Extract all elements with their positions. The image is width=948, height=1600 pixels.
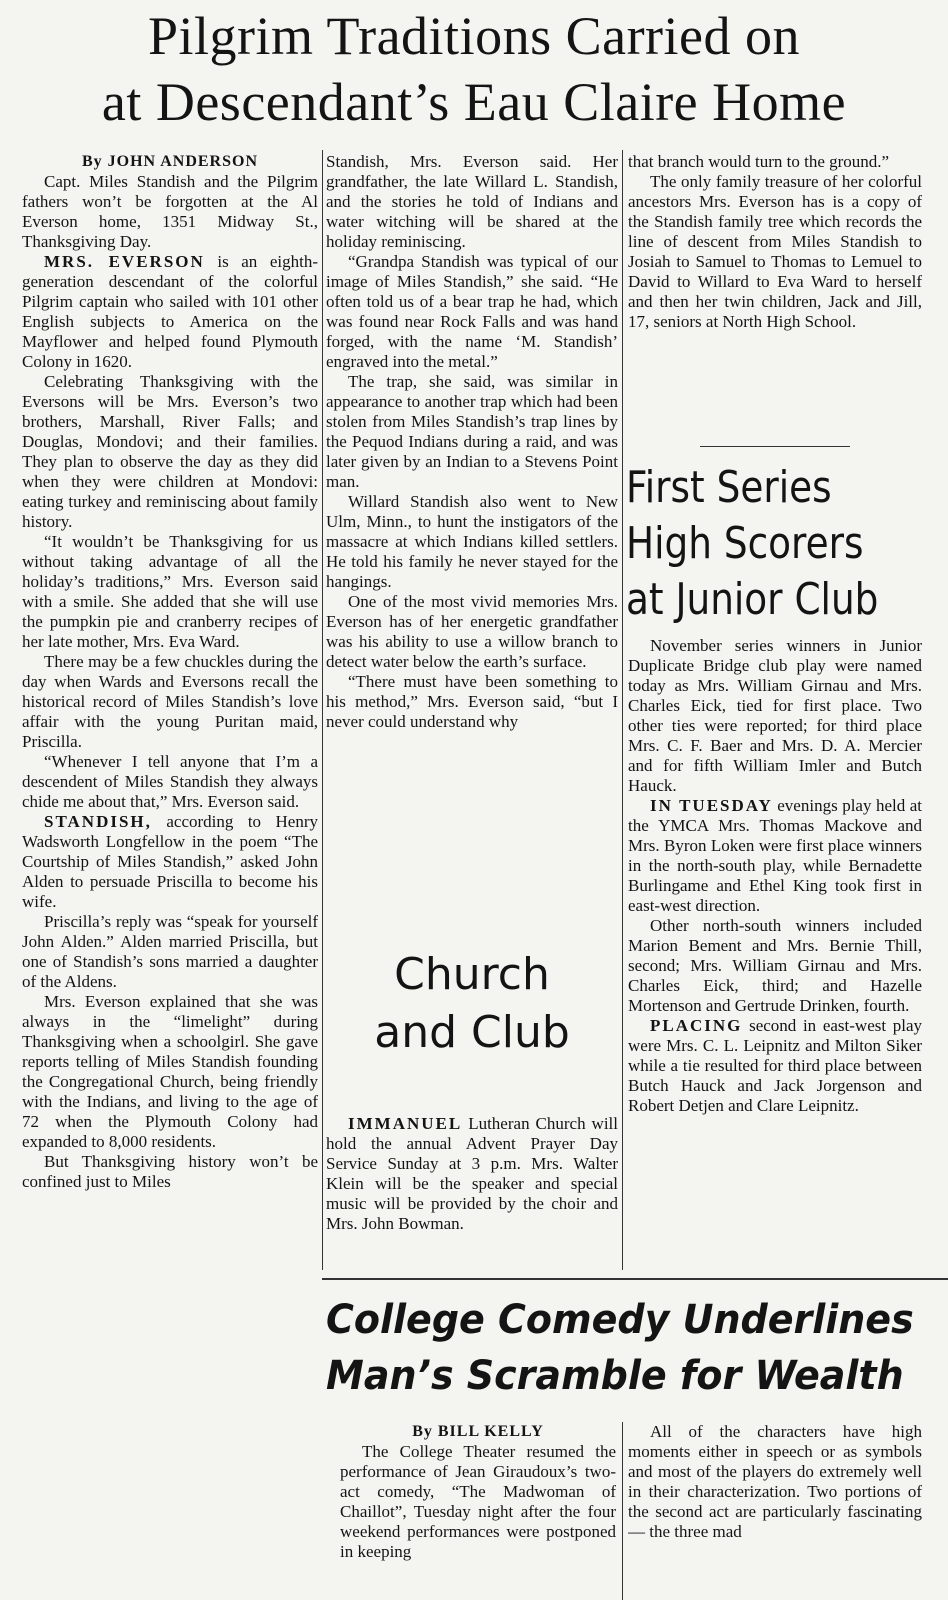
- church-headline-line-1: Church: [394, 949, 550, 1000]
- paragraph: “It wouldn’t be Thanksgiving for us without taking advantage of all the holiday’s traditions,” Mrs. Everson said with a smile. She added that she will use the pumpkin pie and cranberry recipes of her late mother, Mrs. Eva Ward.: [22, 532, 318, 651]
- section-rule: [700, 446, 850, 447]
- comedy-headline: [326, 1292, 926, 1414]
- main-article-column-2: [326, 152, 618, 942]
- comedy-headline-line-1: College Comedy Underlines: [326, 1297, 914, 1343]
- paragraph: November series winners in Junior Duplicate Bridge club play were named today as Mrs. William Girnau and Mrs. Charles Eick, tied for first place. Two other ties were reported; for third place Mrs. C. F. Baer and Mrs. D. A. Mercier and for fifth William Imler and Butch Hauck.: [628, 636, 922, 795]
- paragraph: [22, 812, 318, 912]
- paragraph: “There must have been something to his method,” Mrs. Everson said, “but I never could understand why: [326, 672, 618, 731]
- paragraph: All of the characters have high moments either in speech or as symbols and most of the players do extremely well in their characterization. Two portions of the second act are particularly fascinating — the three mad: [628, 1422, 922, 1541]
- paragraph: Celebrating Thanksgiving with the Eversons will be Mrs. Everson’s two brothers, Marshall, River Falls; and Douglas, Mondovi; and their families. They plan to observe the day as they did when they were children at Mondovi: eating turkey and reminiscing about family history.: [22, 372, 318, 531]
- paragraph: The only family treasure of her colorful ancestors Mrs. Everson has is a copy of the Standish family tree which records the line of descent from Miles Standish to Josiah to Samuel to Thomas to Lemuel to David to Willard to Eva Ward to herself and then her twin children, Jack and Jill, 17, seniors at North High School.: [628, 172, 922, 331]
- paragraph: Mrs. Everson explained that she was always in the “limelight” during Thanksgiving when a schoolgirl. She gave reports telling of Miles Standish founding the Congregational Church, being friendly with the Indians, and living to the age of 72 when the Plymouth Colony had expanded to 8,000 residents.: [22, 992, 318, 1151]
- paragraph: [22, 252, 318, 372]
- byline: By JOHN ANDERSON: [81, 153, 259, 170]
- paragraph: The College Theater resumed the performance of Jean Giraudoux’s two-act comedy, “The Madwoman of Chaillot”, Tuesday night after the four weekend performances were postponed in keeping: [340, 1442, 616, 1561]
- comedy-article-column-1: [340, 1422, 616, 1600]
- lead-in: PLACING: [650, 1016, 743, 1035]
- column-rule: [622, 150, 623, 1270]
- paragraph: The trap, she said, was similar in appearance to another trap which had been stolen from Miles Standish’s trap lines by the Pequod Indians during a raid, and was later given by an Indian to a Stevens Point man.: [326, 372, 618, 491]
- paragraph: [628, 796, 922, 916]
- bridge-headline-line-2: High Scorers: [626, 518, 864, 569]
- paragraph: “Whenever I tell anyone that I’m a descendent of Miles Standish they always chide me about that,” Mrs. Everson said.: [22, 752, 318, 811]
- paragraph: Other north-south winners included Marion Bement and Mrs. Bernie Thill, second; Mrs. William Girnau and Mrs. Charles Eick, third; and Hazelle Mortenson and Gertrude Drinken, fourth.: [628, 916, 922, 1015]
- paragraph: Capt. Miles Standish and the Pilgrim fathers won’t be forgotten at the Al Everson home, 1351 Midway St., Thanksgiving Day.: [22, 172, 318, 251]
- column-rule: [622, 1422, 623, 1600]
- paragraph: But Thanksgiving history won’t be confined just to Miles: [22, 1152, 318, 1191]
- comedy-headline-line-2: Man’s Scramble for Wealth: [326, 1353, 904, 1399]
- church-headline: [326, 946, 618, 1062]
- paragraph-text: second in east-west play were Mrs. C. L. Leipnitz and Milton Siker while a tie resulted for third place between Butch Hauck and Jack Jorgenson and Robert Detjen and Clare Leipnitz.: [628, 1016, 922, 1115]
- main-article-column-1: [22, 152, 318, 1600]
- paragraph: There may be a few chuckles during the day when Wards and Eversons recall the historical record of Miles Standish’s love affair with the young Puritan maid, Priscilla.: [22, 652, 318, 751]
- bridge-article-body: [628, 636, 922, 1296]
- headline-line-2: at Descendant’s Eau Claire Home: [101, 72, 847, 132]
- church-headline-line-2: and Club: [374, 1007, 570, 1058]
- lead-in: MRS. EVERSON: [44, 252, 205, 271]
- paragraph: Standish, Mrs. Everson said. Her grandfather, the late Willard L. Standish, and the stories he told of Indians and water witching will be shared at the holiday reminiscing.: [326, 152, 618, 251]
- paragraph: Priscilla’s reply was “speak for yourself John Alden.” Alden married Priscilla, but one of Standish’s sons married a daughter of the Aldens.: [22, 912, 318, 991]
- paragraph-text: evenings play held at the YMCA Mrs. Thomas Mackove and Mrs. Byron Loken were first place winners in the north-south play, while Bernadette Burlingame and Ethel King took first in east-west direction.: [628, 796, 922, 915]
- lead-in: STANDISH,: [44, 812, 152, 831]
- paragraph: One of the most vivid memories Mrs. Everson has of her energetic grandfather was his ability to use a willow branch to detect water below the earth’s surface.: [326, 592, 618, 671]
- headline-line-1: Pilgrim Traditions Carried on: [147, 6, 801, 66]
- section-rule: [322, 1278, 948, 1280]
- paragraph: “Grandpa Standish was typical of our image of Miles Standish,” she said. “He often told us of a bear trap he had, which was found near Rock Falls and was hand forged, with the name ‘M. Standish’ engraved into the metal.”: [326, 252, 618, 371]
- bridge-headline: [626, 460, 946, 628]
- paragraph: [326, 1114, 618, 1234]
- paragraph: Willard Standish also went to New Ulm, Minn., to hunt the instigators of the massacre at which Indians killed settlers. He told his family he never stayed for the hangings.: [326, 492, 618, 591]
- paragraph: [628, 1016, 922, 1116]
- lead-in: IMMANUEL: [348, 1114, 463, 1133]
- comedy-article-column-2: [628, 1422, 922, 1600]
- paragraph-text: is an eighth-generation descendant of the colorful Pilgrim captain who sailed with 101 other English subjects to America on the Mayflower and helped found Plymouth Colony in 1620.: [22, 252, 318, 371]
- byline: By BILL KELLY: [412, 1423, 544, 1440]
- bridge-headline-line-3: at Junior Club: [626, 574, 879, 625]
- church-article-body: [326, 1114, 618, 1274]
- lead-in: IN TUESDAY: [650, 796, 773, 815]
- column-rule: [322, 150, 323, 1270]
- paragraph-text: according to Henry Wadsworth Longfellow in the poem “The Courtship of Miles Standish,” asked John Alden to persuade Priscilla to become his wife.: [22, 812, 318, 911]
- main-article-column-3: [628, 152, 922, 442]
- bridge-headline-line-1: First Series: [626, 462, 832, 513]
- paragraph-text: Lutheran Church will hold the annual Advent Prayer Day Service Sunday at 3 p.m. Mrs. Walter Klein will be the speaker and special music will be provided by the choir and Mrs. John Bowman.: [326, 1114, 618, 1233]
- paragraph: that branch would turn to the ground.”: [628, 152, 890, 171]
